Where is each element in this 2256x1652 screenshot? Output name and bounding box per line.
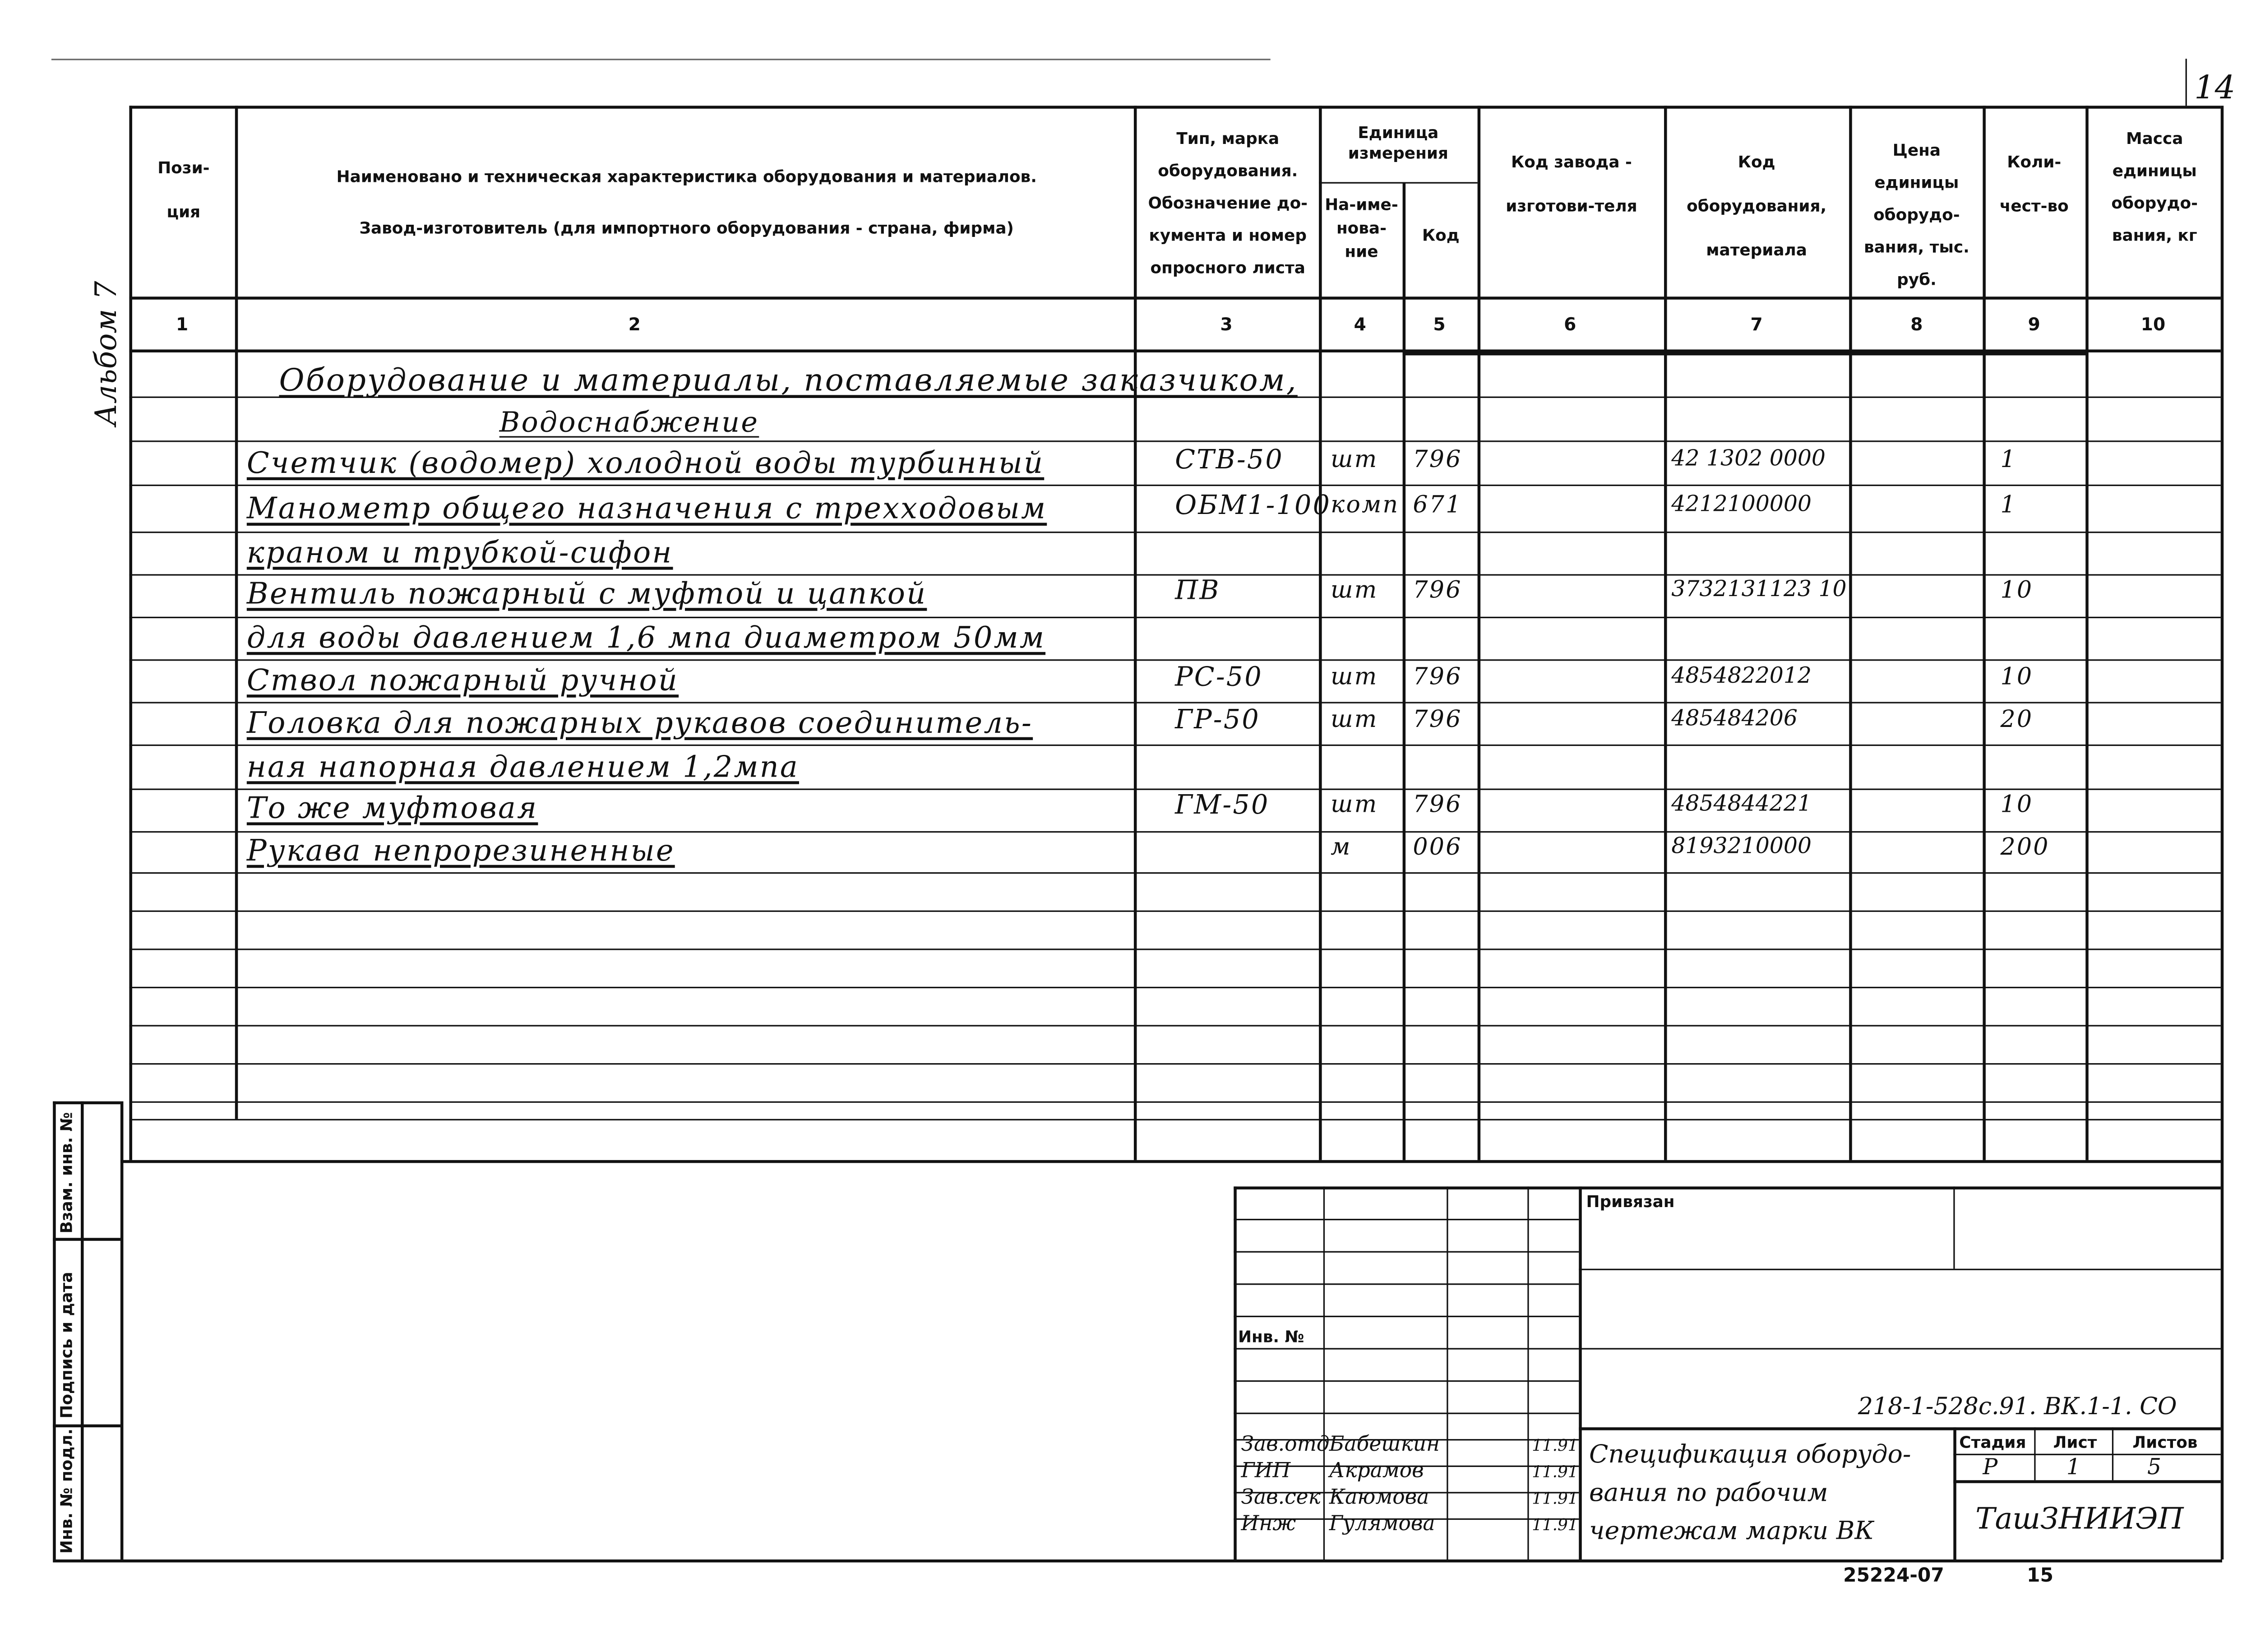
side-div-1 — [53, 1238, 120, 1241]
stamp-title: Спецификация оборудо- вания по рабочим чертежам марки ВК — [1589, 1440, 1911, 1546]
footer-number: 25224-07 — [1843, 1565, 1944, 1587]
row-line — [129, 949, 2220, 950]
stamp-list: 1 — [2066, 1453, 2081, 1481]
stamp-row-line — [1234, 1348, 1579, 1349]
row-material-code: 4212100000 — [1671, 490, 1812, 517]
stamp-row-line — [1234, 1251, 1579, 1253]
header-bottom — [129, 296, 2220, 300]
row-name: Ствол пожарный ручной — [246, 662, 679, 698]
stamp-privyazan-bottom — [1579, 1269, 2220, 1270]
row-type: ГМ-50 — [1175, 790, 1270, 821]
row-name: для воды давлением 1,6 мпа диаметром 50мм — [246, 620, 1046, 655]
row-unit-code: 006 — [1413, 833, 1462, 861]
sheet-number: 14 — [2194, 70, 2236, 107]
table-bottom — [120, 1160, 2222, 1163]
stamp-mid-line — [1579, 1348, 2220, 1349]
section-title: Оборудование и материалы, поставляемые заказчиком, — [279, 362, 1298, 398]
row-line — [129, 1063, 2220, 1064]
row-name: Манометр общего назначения с трехходовым — [246, 490, 1047, 526]
header-unit-name: На-име-нова-ние — [1325, 195, 1398, 262]
top-rule — [51, 59, 1271, 60]
row-material-code: 3732131123 10 — [1671, 575, 1847, 602]
side-top — [53, 1101, 120, 1105]
col-line-3 — [1134, 106, 1137, 1160]
stamp-person-date: 11.91 — [1532, 1515, 1578, 1535]
header-price: Цена единицы оборудо-вания, тыс. руб. — [1864, 141, 1969, 290]
col-number-5: 5 — [1433, 314, 1446, 335]
stamp-row-line — [1234, 1380, 1579, 1382]
row-name: То же муфтовая — [246, 790, 538, 825]
row-name: краном и трубкой-сифон — [246, 534, 673, 570]
stamp-person-date: 11.91 — [1532, 1436, 1578, 1455]
header-mass: Масса единицы оборудо-вания, кг — [2111, 129, 2198, 245]
col-number-6: 6 — [1564, 314, 1576, 335]
row-name: ная напорная давлением 1,2мпа — [246, 749, 799, 784]
row-qty: 20 — [2000, 705, 2034, 733]
unit-subheader-line — [1319, 182, 1478, 184]
row-material-code: 4854844221 — [1671, 790, 1812, 817]
header-unit-code: Код — [1422, 226, 1460, 245]
col-number-4: 4 — [1354, 314, 1366, 335]
stamp-person-role: ГИП — [1241, 1459, 1291, 1483]
row-material-code: 4854822012 — [1671, 662, 1812, 689]
side-label-inv: Инв. № подл. — [57, 1428, 77, 1554]
row-line — [129, 1101, 2220, 1103]
stamp-row-line — [1234, 1413, 1579, 1414]
row-unit: комп — [1331, 490, 1400, 518]
row-line — [129, 485, 2220, 486]
stamp-doc-code: 218-1-528с.91. ВК.1-1. СО — [1858, 1392, 2177, 1420]
row-line — [129, 659, 2220, 661]
row-type: ГР-50 — [1175, 705, 1260, 736]
stamp-person-name: Каюмова — [1329, 1486, 1429, 1510]
header-unit: Единица измерения — [1348, 123, 1448, 163]
stamp-inv-label: Инв. № — [1238, 1327, 1304, 1347]
row-line — [129, 872, 2220, 874]
side-col-left — [53, 1101, 56, 1559]
stamp-col-c — [1527, 1186, 1529, 1559]
row-type: ПВ — [1175, 575, 1220, 606]
row-line — [129, 745, 2220, 746]
header-name-2: Завод-изготовитель (для импортного оборудования - страна, фирма) — [359, 218, 1014, 238]
frame-bottom — [53, 1559, 2222, 1563]
row-unit: шт — [1331, 705, 1378, 733]
side-div-2 — [53, 1425, 120, 1428]
row-unit: м — [1331, 833, 1352, 861]
header-name-1: Наименовано и техническая характеристика оборудования и материалов. — [336, 167, 1037, 187]
header-material-code: Код оборудования, материала — [1687, 153, 1827, 260]
row-type: РС-50 — [1175, 662, 1263, 693]
stamp-left — [1234, 1186, 1237, 1559]
row-unit-code: 796 — [1413, 705, 1462, 733]
row-unit-code: 796 — [1413, 662, 1462, 690]
col-line-5 — [1403, 182, 1406, 1160]
stamp-stage-bottom — [1953, 1480, 2220, 1483]
row-line — [129, 440, 2220, 442]
row-unit: шт — [1331, 575, 1378, 604]
row-name: Вентиль пожарный с муфтой и цапкой — [246, 575, 927, 611]
row-type: СТВ-50 — [1175, 445, 1284, 476]
stamp-person-role: Зав.сек — [1241, 1486, 1321, 1510]
row-type: ОБМ1-100 — [1175, 490, 1331, 522]
row-qty: 10 — [2000, 662, 2034, 690]
col-number-9: 9 — [2028, 314, 2040, 335]
stamp-col-d — [1579, 1186, 1582, 1559]
col-line-2 — [235, 106, 238, 1119]
stamp-top — [1234, 1186, 2220, 1189]
frame-left — [129, 106, 132, 1160]
stamp-row-line — [1234, 1283, 1579, 1285]
stamp-privyazan: Привязан — [1586, 1192, 1675, 1212]
stamp-stadiya-h: Стадия — [1959, 1433, 2026, 1453]
row-qty: 1 — [2000, 490, 2017, 518]
row-unit-code: 671 — [1413, 490, 1462, 518]
album-label: Альбом 7 — [88, 281, 124, 426]
stamp-person-name: Бабешкин — [1329, 1433, 1440, 1457]
header-factory-code: Код завода - изготови-теля — [1506, 153, 1637, 216]
footer-page: 15 — [2027, 1565, 2053, 1587]
stamp-row-line — [1234, 1316, 1579, 1317]
header-type: Тип, марка оборудования. Обозначение до-кумента и номер опросного листа — [1148, 129, 1308, 278]
stamp-stadiya: Р — [1983, 1453, 1998, 1481]
row-line — [129, 987, 2220, 988]
header-qty: Коли-чест-во — [1999, 153, 2069, 216]
stamp-col-b — [1447, 1186, 1448, 1559]
stamp-list-h: Лист — [2053, 1433, 2097, 1453]
row-name: Головка для пожарных рукавов соединитель- — [246, 705, 1033, 740]
col-number-7: 7 — [1750, 314, 1763, 335]
frame-top — [129, 106, 2220, 109]
row-qty: 10 — [2000, 790, 2034, 818]
col-number-2: 2 — [628, 314, 641, 335]
stamp-privyazan-div — [1953, 1186, 1955, 1268]
row-unit-code: 796 — [1413, 790, 1462, 818]
stamp-person-name: Акрамов — [1329, 1459, 1424, 1483]
row-unit: шт — [1331, 790, 1378, 818]
stamp-person-name: Гулямова — [1329, 1512, 1435, 1536]
row-unit: шт — [1331, 662, 1378, 690]
col-line-6 — [1478, 106, 1481, 1160]
row-material-code: 42 1302 0000 — [1671, 445, 1826, 472]
stamp-listov: 5 — [2147, 1453, 2162, 1481]
stamp-listov-h: Листов — [2132, 1433, 2198, 1453]
stamp-code-bottom — [1579, 1427, 2220, 1430]
side-label-sign: Подпись и дата — [57, 1272, 77, 1419]
row-material-code: 8193210000 — [1671, 833, 1812, 859]
row-line — [129, 702, 2220, 703]
frame-right — [2221, 106, 2224, 1559]
stamp-org: ТашЗНИИЭП — [1975, 1500, 2184, 1536]
stamp-person-date: 11.91 — [1532, 1489, 1578, 1509]
col-number-1: 1 — [176, 314, 189, 335]
row-name: Счетчик (водомер) холодной воды турбинный — [246, 445, 1045, 481]
row-line — [129, 617, 2220, 618]
sheet-no-border — [2186, 59, 2187, 106]
row-material-code: 485484206 — [1671, 705, 1798, 731]
col-line-9 — [1983, 106, 1986, 1160]
side-col-right — [81, 1101, 84, 1559]
stamp-row-line — [1234, 1219, 1579, 1220]
stamp-col-a — [1323, 1186, 1325, 1559]
stamp-person-role: Инж — [1241, 1512, 1296, 1536]
stamp-col-e — [1953, 1427, 1956, 1559]
row-line — [129, 1119, 2220, 1120]
inner-box-top — [1403, 352, 2087, 356]
section-subtitle: Водоснабжение — [499, 407, 759, 440]
col-number-8: 8 — [1910, 314, 1923, 335]
stamp-person-date: 11.91 — [1532, 1462, 1578, 1482]
col-number-10: 10 — [2140, 314, 2166, 335]
row-line — [129, 532, 2220, 533]
stamp-person-role: Зав.отд — [1241, 1433, 1330, 1457]
row-line — [129, 1025, 2220, 1026]
row-name: Рукава непрорезиненные — [246, 833, 675, 868]
col-line-10 — [2085, 106, 2089, 1160]
row-line — [129, 911, 2220, 912]
row-unit-code: 796 — [1413, 445, 1462, 473]
row-qty: 1 — [2000, 445, 2017, 473]
frame-left-lower — [120, 1101, 124, 1559]
header-pos: Пози- ция — [157, 158, 210, 222]
row-qty: 10 — [2000, 575, 2034, 604]
row-qty: 200 — [2000, 833, 2050, 861]
col-number-3: 3 — [1220, 314, 1233, 335]
row-unit-code: 796 — [1413, 575, 1462, 604]
side-label-vzam: Взам. инв. № — [57, 1112, 77, 1234]
row-unit: шт — [1331, 445, 1378, 473]
